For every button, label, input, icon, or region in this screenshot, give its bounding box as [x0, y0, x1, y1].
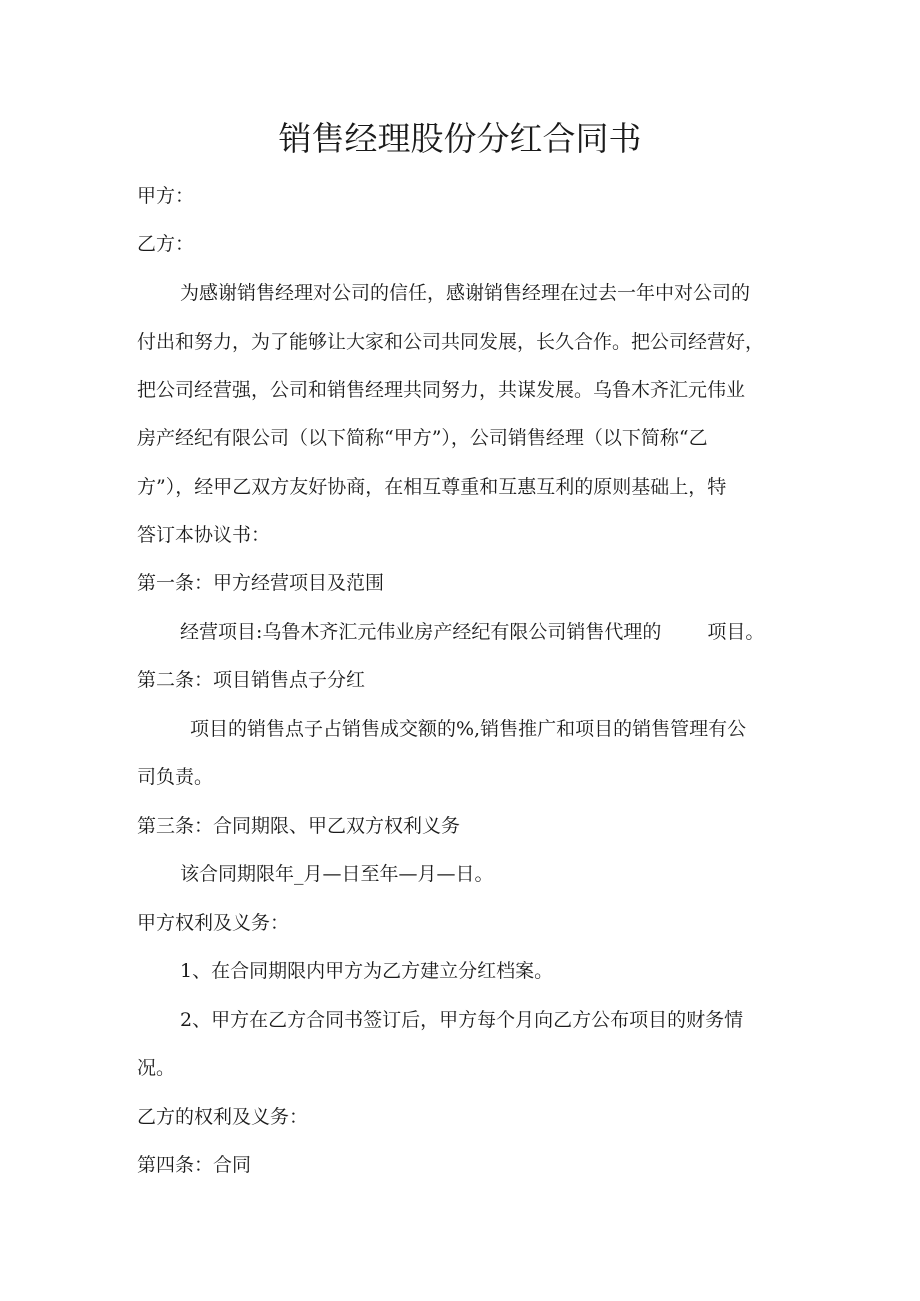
party-b-label: 乙方：: [137, 233, 195, 255]
intro-line-6: 答订本协议书：: [137, 524, 271, 546]
article-3-heading: 第三条：合同期限、甲乙双方权利义务: [137, 815, 461, 837]
intro-line-1: 为感谢销售经理对公司的信任，感谢销售经理在过去一年中对公司的: [180, 282, 751, 304]
article-3-term: 该合同期限年_月—日至年—月—日。: [180, 863, 494, 885]
article-1-text-b: 项目。: [707, 621, 765, 643]
article-2-line-2: 司负责。: [137, 766, 214, 788]
intro-line-3: 把公司经营强，公司和销售经理共同努力，共谋发展。乌鲁木齐汇元伟业: [137, 379, 746, 401]
article-4-heading: 第四条：合同: [137, 1154, 252, 1176]
article-2-heading: 第二条：项目销售点子分红: [137, 669, 366, 691]
article-1-text: [180, 619, 764, 645]
intro-line-2: 付出和努力，为了能够让大家和公司共同发展，长久合作。把公司经营好，: [137, 331, 765, 353]
party-b-rights-heading: 乙方的权利及义务：: [137, 1106, 309, 1128]
party-a-right-2-cont: 况。: [137, 1057, 176, 1079]
document-title: 销售经理股份分红合同书: [278, 119, 642, 158]
article-2-line-1: 项目的销售点子占销售成交额的%,销售推广和项目的销售管理有公: [190, 718, 747, 740]
party-a-rights-heading: 甲方权利及义务：: [137, 912, 290, 934]
article-1-heading: 第一条：甲方经营项目及范围: [137, 572, 385, 594]
intro-line-5: 方”），经甲乙双方友好协商，在相互尊重和互惠互利的原则基础上，特: [137, 476, 727, 498]
intro-line-4: 房产经纪有限公司（以下简称“甲方”），公司销售经理（以下简称“乙: [137, 427, 708, 449]
party-a-right-1: 1、在合同期限内甲方为乙方建立分红档案。: [180, 960, 554, 982]
party-a-right-2: 2、甲方在乙方合同书签订后，甲方每个月向乙方公布项目的财务情: [180, 1009, 744, 1031]
party-a-label: 甲方：: [137, 185, 195, 207]
article-1-text-a: 经营项目:乌鲁木齐汇元伟业房产经纪有限公司销售代理的: [180, 621, 662, 643]
